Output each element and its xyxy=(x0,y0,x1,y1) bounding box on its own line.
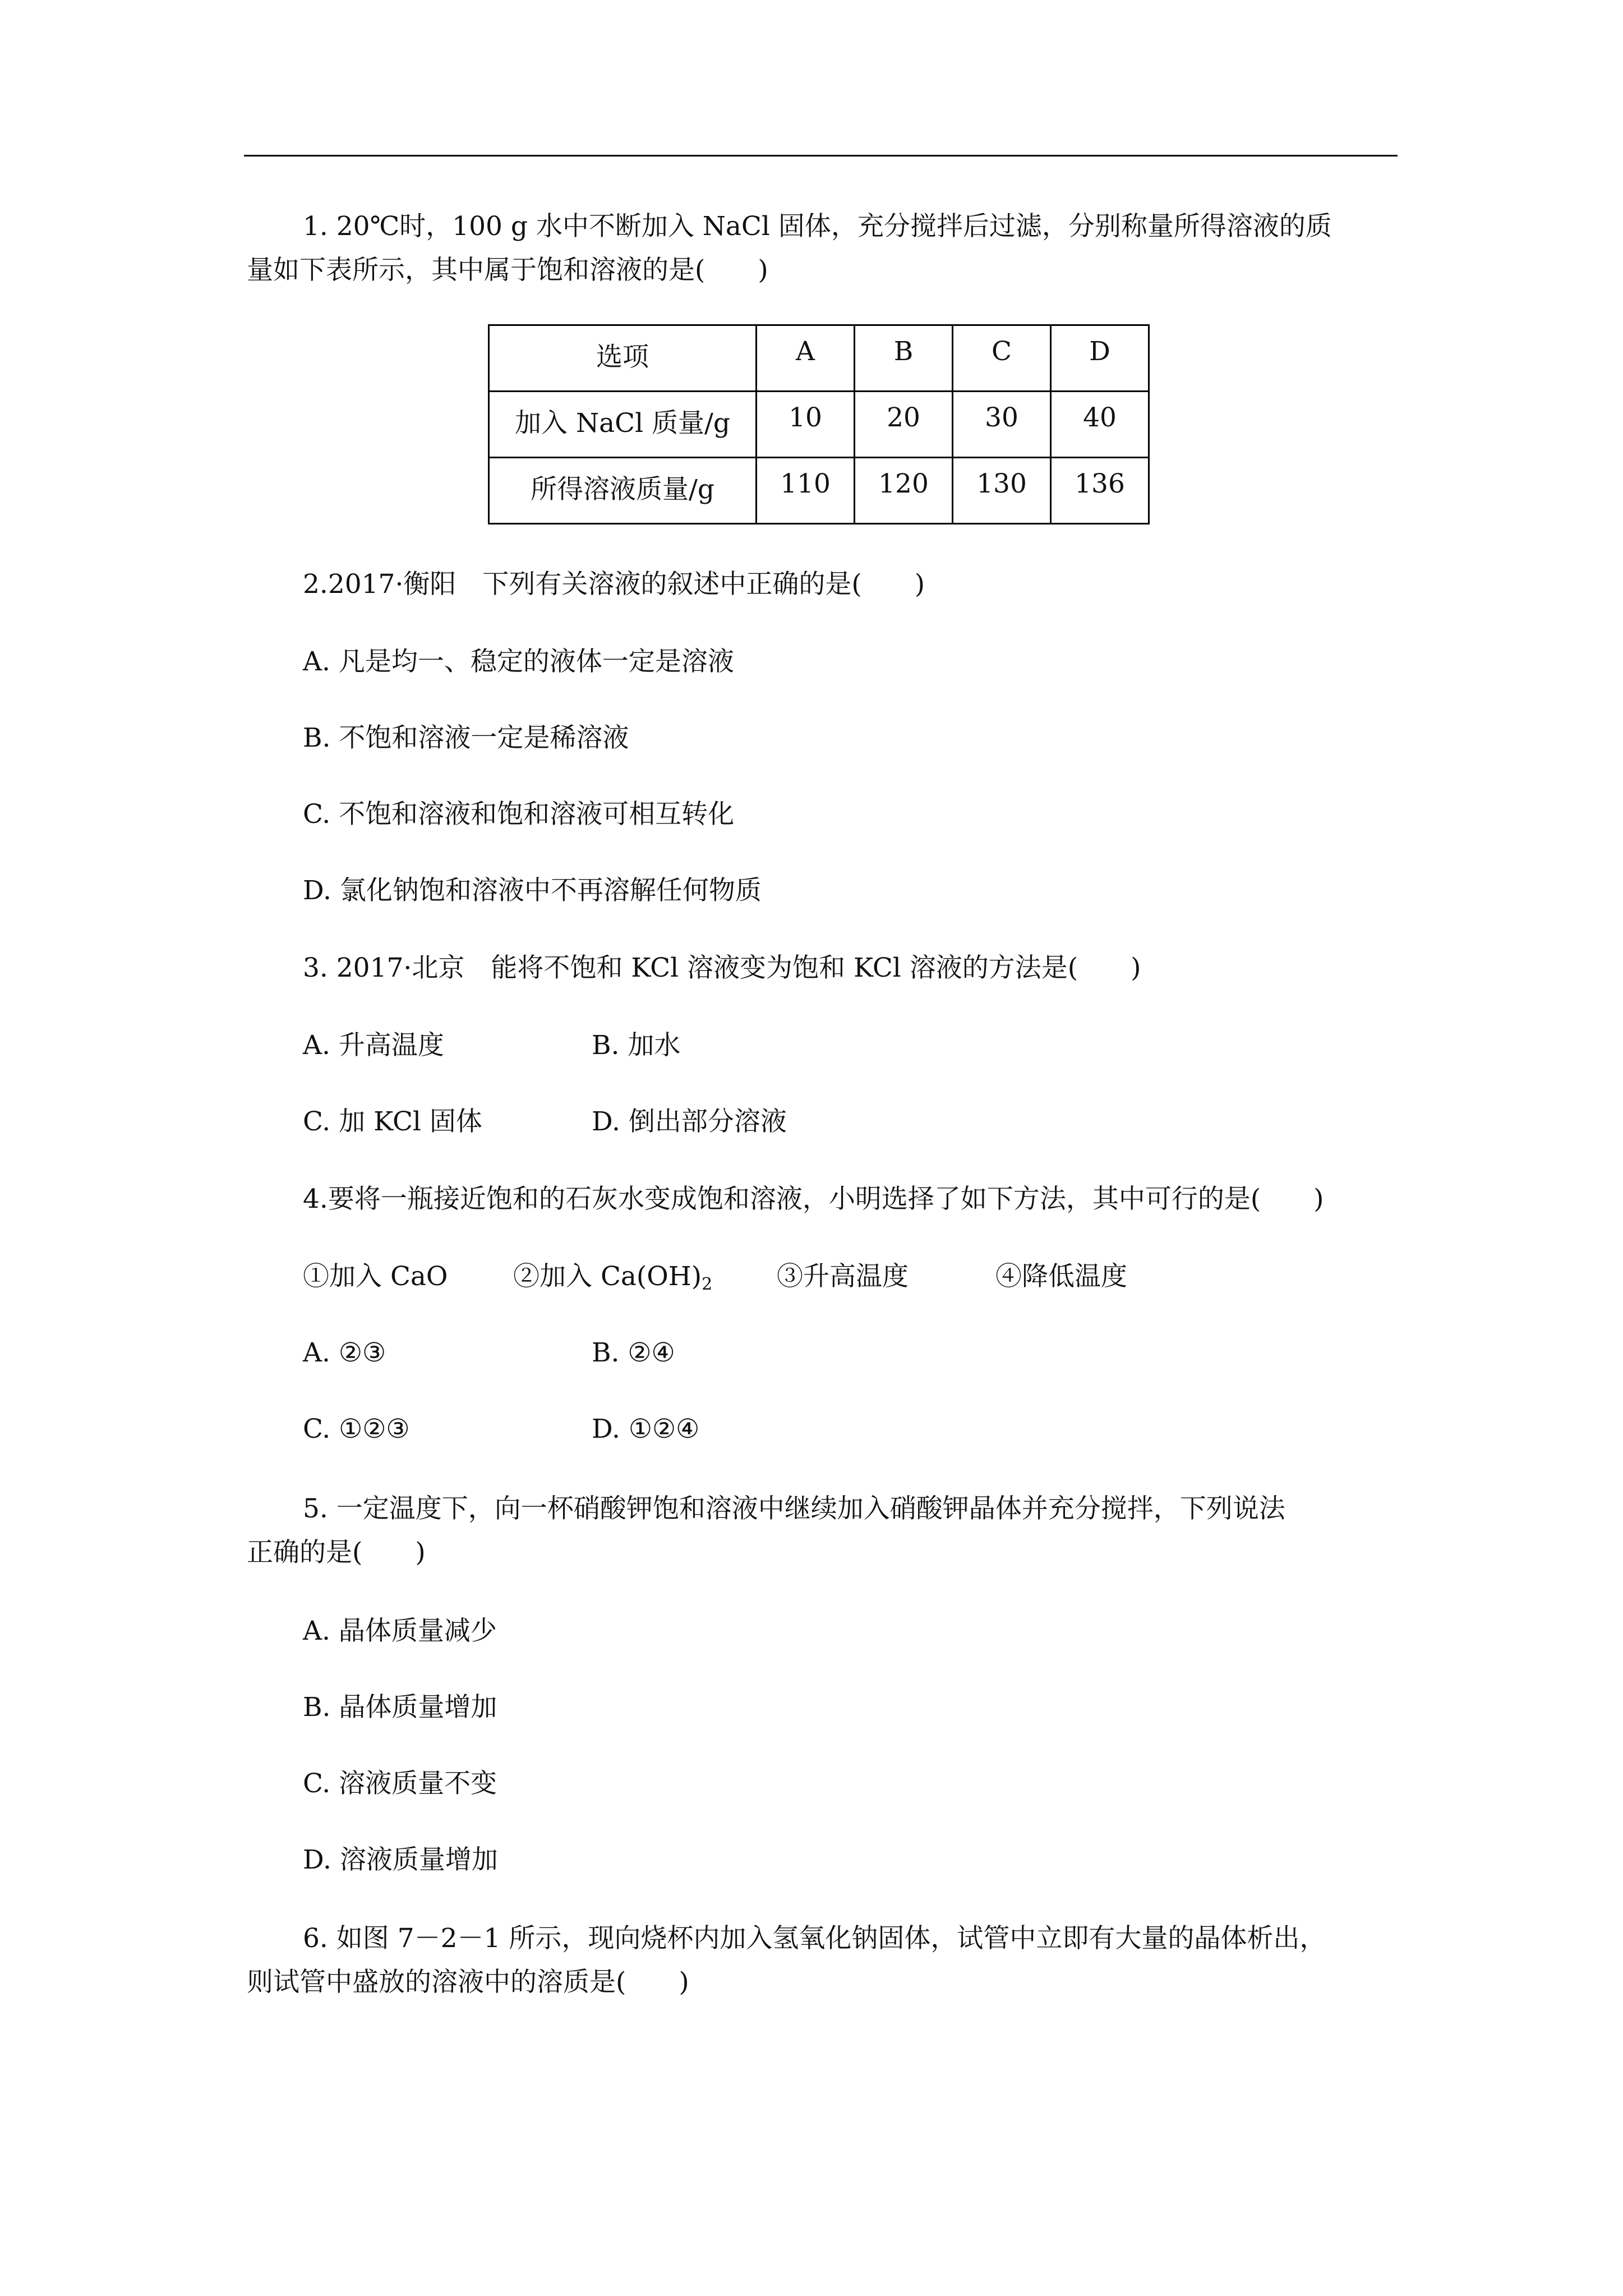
table-header-cell: D xyxy=(1051,325,1149,392)
q1-table xyxy=(488,324,1150,524)
table-cell: 所得溶液质量/g xyxy=(489,458,757,524)
q4-option-c: C. ①②③ xyxy=(303,1414,410,1444)
q3-option-d: D. 倒出部分溶液 xyxy=(592,1106,787,1137)
q5-line-1: 5. 一定温度下，向一杯硝酸钾饱和溶液中继续加入硝酸钾晶体并充分搅拌，下列说法 xyxy=(303,1493,1285,1524)
q2-option-a: A. 凡是均一、稳定的液体一定是溶液 xyxy=(303,646,734,677)
q5-option-b: B. 晶体质量增加 xyxy=(303,1692,497,1723)
q4-stem: 4.要将一瓶接近饱和的石灰水变成饱和溶液，小明选择了如下方法，其中可行的是( ) xyxy=(303,1184,1324,1214)
table-header-cell: 选项 xyxy=(489,325,757,392)
q4-method-4: ④降低温度 xyxy=(995,1261,1127,1292)
table-cell: 120 xyxy=(855,458,953,524)
q4-method-1: ①加入 CaO xyxy=(303,1261,448,1292)
q4-method-3: ③升高温度 xyxy=(777,1261,909,1292)
q5-option-c: C. 溶液质量不变 xyxy=(303,1768,497,1799)
q2-option-b: B. 不饱和溶液一定是稀溶液 xyxy=(303,723,629,753)
table-row xyxy=(489,325,1149,392)
table-cell: 40 xyxy=(1051,392,1149,458)
q2-stem: 2.2017·衡阳 下列有关溶液的叙述中正确的是( ) xyxy=(303,569,925,600)
table-cell: 加入 NaCl 质量/g xyxy=(489,392,757,458)
q4-method-2 xyxy=(513,1260,712,1301)
q3-option-c: C. 加 KCl 固体 xyxy=(303,1106,482,1137)
table-row xyxy=(489,392,1149,458)
q5-option-d: D. 溶液质量增加 xyxy=(303,1844,498,1875)
table-row xyxy=(489,458,1149,524)
q1-line-2: 量如下表所示，其中属于饱和溶液的是( ) xyxy=(247,255,768,286)
table-cell: 10 xyxy=(757,392,855,458)
q5-option-a: A. 晶体质量减少 xyxy=(303,1616,497,1646)
q3-option-a: A. 升高温度 xyxy=(303,1030,444,1061)
table-header-cell: B xyxy=(855,325,953,392)
q6-line-1: 6. 如图 7－2－1 所示，现向烧杯内加入氢氧化钠固体，试管中立即有大量的晶体析出， xyxy=(303,1923,1326,1954)
q4-option-d: D. ①②④ xyxy=(592,1414,700,1444)
table-cell: 110 xyxy=(757,458,855,524)
q3-stem: 3. 2017·北京 能将不饱和 KCl 溶液变为饱和 KCl 溶液的方法是( ) xyxy=(303,953,1141,983)
header-rule xyxy=(244,155,1398,157)
table-cell: 20 xyxy=(855,392,953,458)
q3-option-b: B. 加水 xyxy=(592,1030,681,1061)
table-header-cell: A xyxy=(757,325,855,392)
q1-line-1: 1. 20℃时，100 g 水中不断加入 NaCl 固体，充分搅拌后过滤，分别称量所得溶液的质 xyxy=(303,211,1332,242)
q6-line-2: 则试管中盛放的溶液中的溶质是( ) xyxy=(247,1967,689,1998)
table-cell: 130 xyxy=(953,458,1051,524)
table-cell: 30 xyxy=(953,392,1051,458)
q4-method-2-subscript: 2 xyxy=(702,1274,713,1294)
q2-option-d: D. 氯化钠饱和溶液中不再溶解任何物质 xyxy=(303,875,762,906)
q2-option-c: C. 不饱和溶液和饱和溶液可相互转化 xyxy=(303,799,735,830)
q4-option-b: B. ②④ xyxy=(592,1337,675,1368)
q4-option-a: A. ②③ xyxy=(303,1337,386,1368)
table-header-cell: C xyxy=(953,325,1051,392)
table-cell: 136 xyxy=(1051,458,1149,524)
q5-line-2: 正确的是( ) xyxy=(247,1537,426,1568)
q4-method-2-text: ②加入 Ca(OH) xyxy=(513,1261,702,1292)
